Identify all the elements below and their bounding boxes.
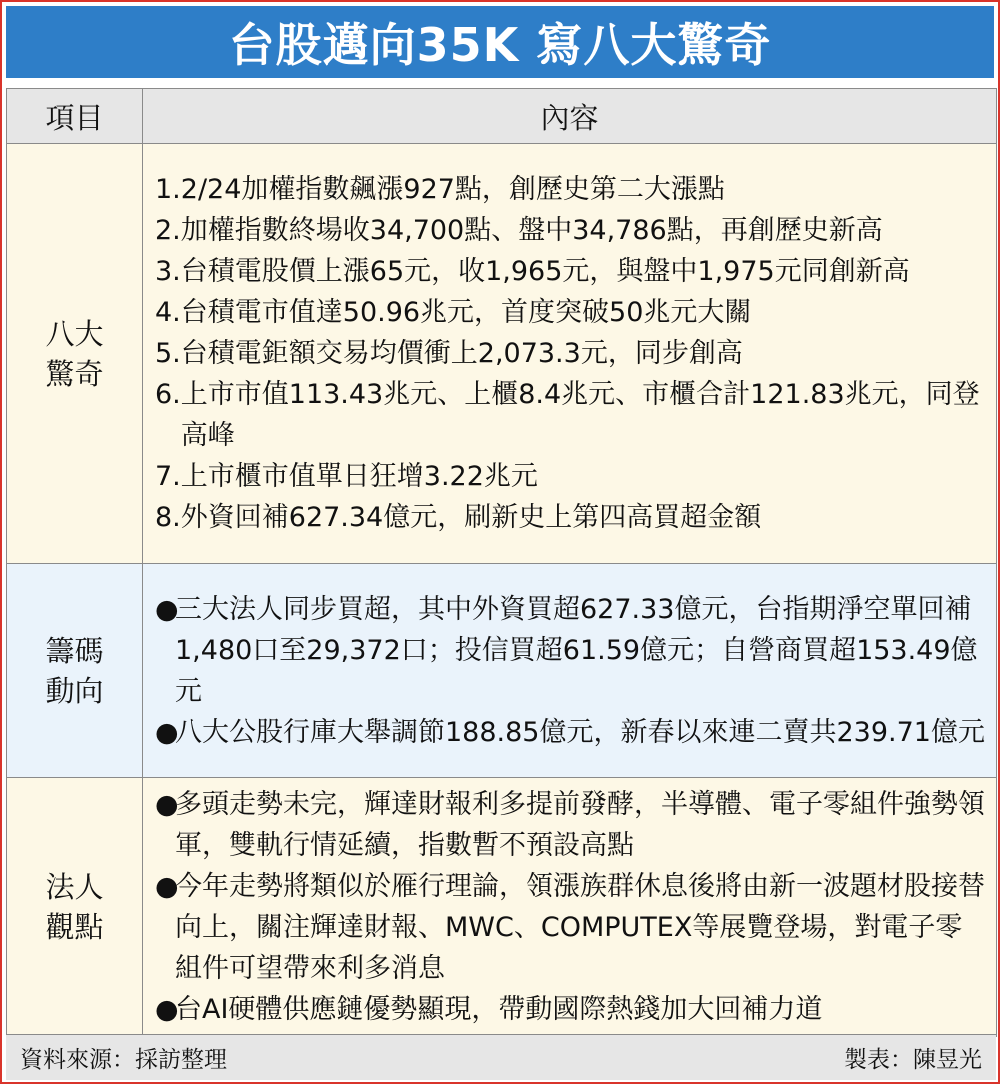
row-content (143, 778, 997, 1037)
list-item: 7. 上市櫃市值單日狂增3.22兆元 (155, 461, 538, 492)
content-table (6, 88, 997, 1037)
footer (6, 1034, 996, 1080)
row-label: 法人 觀點 (7, 778, 143, 1037)
row-content (143, 564, 997, 778)
list-item: ● 今年走勢將類似於雁行理論，領漲族群休息後將由新一波題材股接替向上，關注輝達財報、MWC、COMPUTEX等展覽登場，對電子零組件可望帶來利多消息 (155, 871, 985, 984)
source-note: 資料來源：採訪整理 (20, 1047, 227, 1073)
credit-note: 製表：陳昱光 (844, 1047, 982, 1073)
table-row-institutional-view (7, 778, 997, 1037)
table-row-chip-flow (7, 564, 997, 778)
list-item: 4. 台積電市值達50.96兆元，首度突破50兆元大關 (155, 297, 752, 328)
table-row-eight-surprises (7, 144, 997, 564)
page-title: 台股邁向35K 寫八大驚奇 (6, 6, 994, 78)
row-label: 八大 驚奇 (7, 144, 143, 564)
row-content (143, 144, 997, 564)
list-item: ● 台AI硬體供應鏈優勢顯現，帶動國際熱錢加大回補力道 (155, 994, 823, 1025)
list-item: 5. 台積電鉅額交易均價衝上2,073.3元，同步創高 (155, 338, 743, 369)
list-item: 8. 外資回補627.34億元，刷新史上第四高買超金額 (155, 502, 762, 533)
header-item: 項目 (7, 89, 143, 144)
list-item: ● 三大法人同步買超，其中外資買超627.33億元，台指期淨空單回補1,480口至29,372口；投信買超61.59億元；自營商買超153.49億元 (155, 593, 978, 707)
list-item: 3. 台積電股價上漲65元，收1,965元，與盤中1,975元同創新高 (155, 256, 910, 287)
list-item: ● 八大公股行庫大舉調節188.85億元，新春以來連二賣共239.71億元 (155, 716, 985, 748)
list-item: 1. 2/24加權指數飆漲927點，創歷史第二大漲點 (155, 174, 725, 205)
row-label: 籌碼 動向 (7, 564, 143, 778)
list-item: ● 多頭走勢未完，輝達財報利多提前發酵，半導體、電子零組件強勢領軍，雙軌行情延續，指數暫不預設高點 (155, 789, 985, 861)
header-content: 內容 (143, 89, 997, 144)
table-header-row (7, 89, 997, 144)
list-item: 2. 加權指數終場收34,700點、盤中34,786點，再創歷史新高 (155, 215, 883, 246)
list-item: 6. 上市市值113.43兆元、上櫃8.4兆元、市櫃合計121.83兆元，同登高峰 (155, 379, 980, 451)
